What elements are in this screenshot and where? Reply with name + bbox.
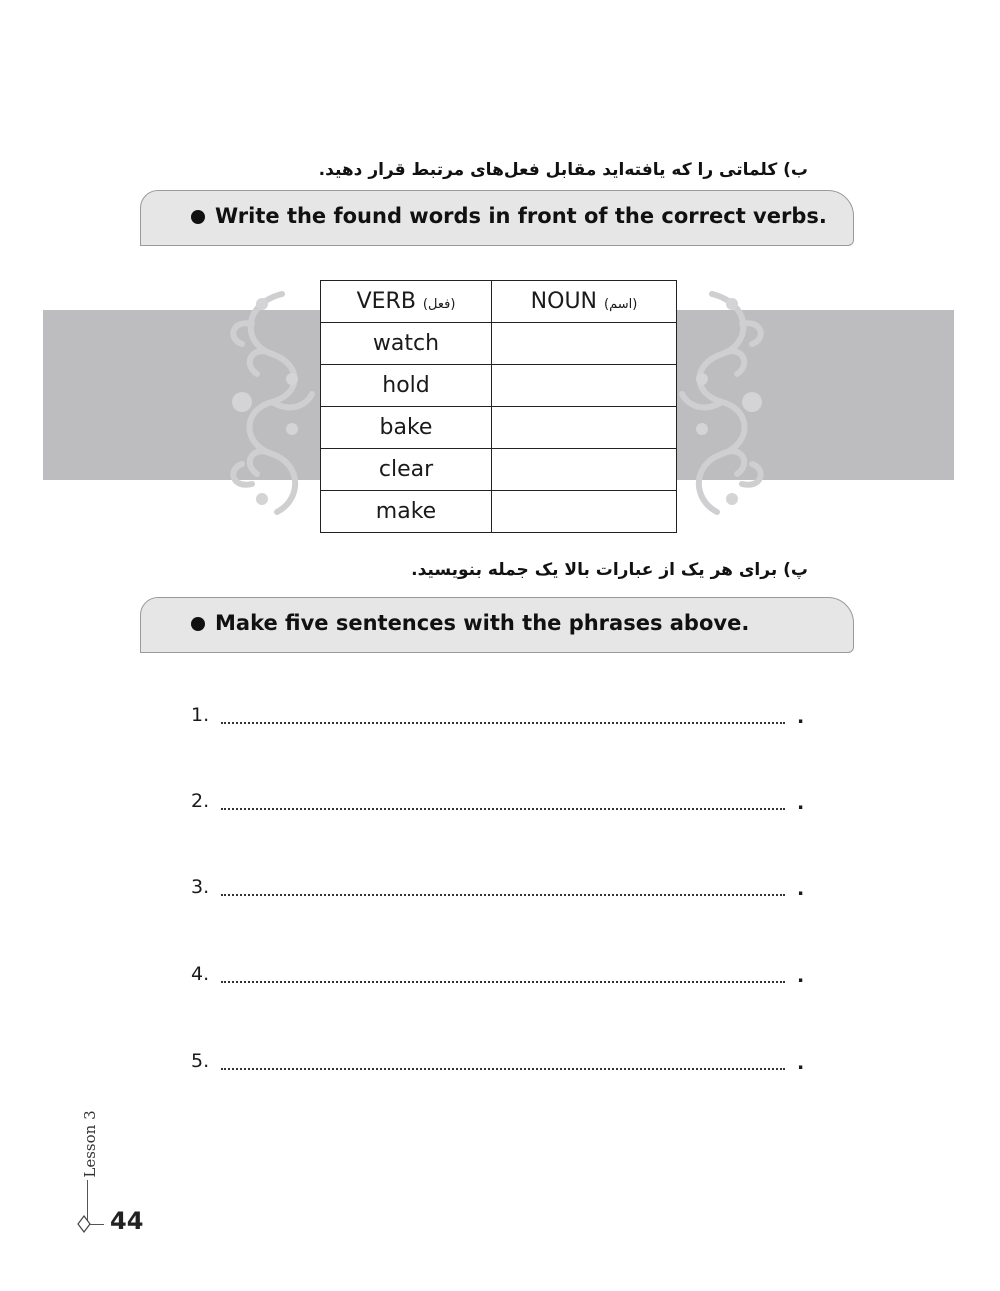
dotted-line xyxy=(221,1068,785,1070)
page-number: 44 xyxy=(110,1207,144,1235)
noun-header: NOUN (اسم) xyxy=(492,281,677,323)
verb-cell: watch xyxy=(321,323,492,365)
instruction-text-b: Write the found words in front of the correct verbs. xyxy=(215,204,827,228)
verb-cell: hold xyxy=(321,365,492,407)
instruction-text-p: Make five sentences with the phrases above. xyxy=(215,611,750,635)
noun-answer-cell[interactable] xyxy=(492,449,677,491)
line-number: 3. xyxy=(191,876,210,898)
instruction-banner-p xyxy=(140,597,854,653)
noun-answer-cell[interactable] xyxy=(492,365,677,407)
dotted-line xyxy=(221,981,785,983)
table-row xyxy=(321,449,677,491)
bullet-icon xyxy=(191,210,205,224)
noun-header-fa: (اسم) xyxy=(604,297,638,312)
floral-ornament-icon xyxy=(672,284,772,520)
line-number: 1. xyxy=(191,704,210,726)
line-end-period: . xyxy=(797,965,805,987)
table-row xyxy=(321,323,677,365)
verb-noun-table xyxy=(320,280,677,533)
table-row xyxy=(321,491,677,533)
table-header-row xyxy=(321,281,677,323)
floral-ornament-icon xyxy=(222,284,322,520)
line-end-period: . xyxy=(797,1052,805,1074)
table-row xyxy=(321,365,677,407)
dotted-line xyxy=(221,894,785,896)
verb-header-fa: (فعل) xyxy=(422,297,456,312)
instruction-banner-b xyxy=(140,190,854,246)
dotted-line xyxy=(221,808,785,810)
line-end-period: . xyxy=(797,706,805,728)
noun-answer-cell[interactable] xyxy=(492,323,677,365)
line-end-period: . xyxy=(797,878,805,900)
persian-instruction-b: ب) کلماتی را که یافته‌اید مقابل فعل‌های مرتبط قرار دهید. xyxy=(318,160,808,180)
noun-answer-cell[interactable] xyxy=(492,491,677,533)
line-number: 2. xyxy=(191,790,210,812)
noun-answer-cell[interactable] xyxy=(492,407,677,449)
verb-cell: clear xyxy=(321,449,492,491)
bullet-icon xyxy=(191,617,205,631)
footer-tick xyxy=(90,1224,104,1225)
lesson-label: Lesson 3 xyxy=(81,1110,99,1178)
verb-cell: make xyxy=(321,491,492,533)
table-row xyxy=(321,407,677,449)
diamond-icon xyxy=(77,1215,91,1233)
line-number: 5. xyxy=(191,1050,210,1072)
verb-cell: bake xyxy=(321,407,492,449)
line-end-period: . xyxy=(797,792,805,814)
line-number: 4. xyxy=(191,963,210,985)
verb-header: VERB (فعل) xyxy=(321,281,492,323)
persian-instruction-p: پ) برای هر یک از عبارات بالا یک جمله بنویسید. xyxy=(411,560,808,580)
dotted-line xyxy=(221,722,785,724)
side-rule xyxy=(87,1180,88,1220)
